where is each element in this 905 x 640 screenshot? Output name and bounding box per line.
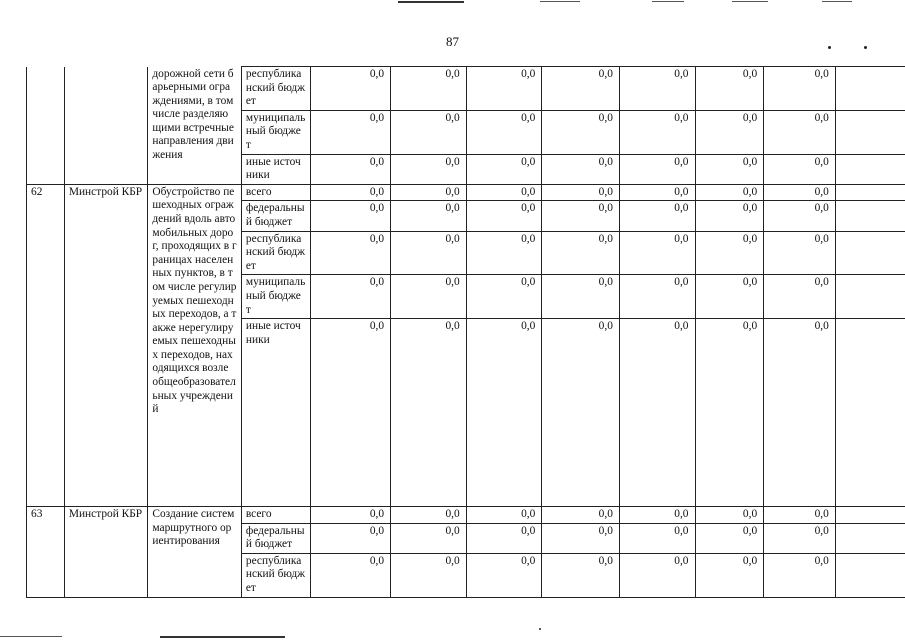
value-cell: 0,0 bbox=[764, 319, 836, 507]
scan-artifact bbox=[398, 1, 464, 3]
value-cell: 0,0 bbox=[310, 507, 391, 524]
executor-cell: Минстрой КБР bbox=[64, 507, 148, 598]
value-cell: 0,0 bbox=[310, 319, 391, 507]
funding-source-cell: иные источники bbox=[241, 319, 310, 507]
value-cell: 0,0 bbox=[764, 67, 836, 111]
value-cell: 0,0 bbox=[466, 275, 542, 319]
value-cell: 0,0 bbox=[391, 523, 467, 553]
value-cell: 0,0 bbox=[310, 110, 391, 154]
value-cell: 0,0 bbox=[310, 184, 391, 201]
empty-cell bbox=[835, 275, 905, 319]
scan-artifact bbox=[652, 1, 684, 2]
value-cell: 0,0 bbox=[542, 553, 620, 597]
value-cell: 0,0 bbox=[391, 553, 467, 597]
value-cell: 0,0 bbox=[542, 184, 620, 201]
value-cell: 0,0 bbox=[542, 67, 620, 111]
value-cell: 0,0 bbox=[391, 154, 467, 184]
value-cell: 0,0 bbox=[466, 110, 542, 154]
value-cell: 0,0 bbox=[391, 507, 467, 524]
value-cell: 0,0 bbox=[695, 154, 764, 184]
funding-source-cell: иные источники bbox=[241, 154, 310, 184]
empty-cell bbox=[835, 67, 905, 111]
funding-source-cell: республиканский бюджет bbox=[241, 553, 310, 597]
table-row bbox=[27, 67, 905, 111]
empty-cell bbox=[835, 319, 905, 507]
value-cell: 0,0 bbox=[619, 201, 695, 231]
scan-artifact bbox=[539, 628, 541, 630]
funding-source-cell: республиканский бюджет bbox=[241, 67, 310, 111]
value-cell: 0,0 bbox=[695, 553, 764, 597]
value-cell: 0,0 bbox=[391, 275, 467, 319]
value-cell: 0,0 bbox=[310, 201, 391, 231]
value-cell: 0,0 bbox=[466, 154, 542, 184]
funding-source-cell: муниципальный бюджет bbox=[241, 110, 310, 154]
value-cell: 0,0 bbox=[619, 507, 695, 524]
value-cell: 0,0 bbox=[695, 231, 764, 275]
value-cell: 0,0 bbox=[466, 201, 542, 231]
funding-source-cell: всего bbox=[241, 184, 310, 201]
empty-cell bbox=[835, 523, 905, 553]
funding-source-cell: федеральный бюджет bbox=[241, 201, 310, 231]
scan-artifact bbox=[540, 1, 580, 2]
table-row bbox=[27, 184, 905, 201]
value-cell: 0,0 bbox=[764, 184, 836, 201]
value-cell: 0,0 bbox=[619, 523, 695, 553]
budget-table bbox=[26, 66, 905, 598]
value-cell: 0,0 bbox=[764, 110, 836, 154]
funding-source-cell: республиканский бюджет bbox=[241, 231, 310, 275]
value-cell: 0,0 bbox=[619, 319, 695, 507]
value-cell: 0,0 bbox=[310, 553, 391, 597]
executor-cell bbox=[64, 67, 148, 185]
value-cell: 0,0 bbox=[764, 154, 836, 184]
value-cell: 0,0 bbox=[764, 507, 836, 524]
value-cell: 0,0 bbox=[764, 553, 836, 597]
value-cell: 0,0 bbox=[619, 231, 695, 275]
description-cell: Обустройство пешеходных ограждений вдоль автомобильных дорог, проходящих в границах населенных пунктов, в том числе регулируемых пешеходных переходов, а также нерегулируемых пешеходных переходов, находящихся возле общеобразовательных учреждений bbox=[148, 184, 241, 506]
scan-artifact bbox=[0, 636, 62, 637]
value-cell: 0,0 bbox=[619, 110, 695, 154]
value-cell: 0,0 bbox=[542, 110, 620, 154]
scan-artifact bbox=[822, 1, 852, 2]
value-cell: 0,0 bbox=[466, 184, 542, 201]
value-cell: 0,0 bbox=[764, 275, 836, 319]
table-body bbox=[27, 67, 905, 598]
value-cell: 0,0 bbox=[391, 67, 467, 111]
value-cell: 0,0 bbox=[542, 201, 620, 231]
page-number: 87 bbox=[446, 34, 459, 49]
empty-cell bbox=[835, 110, 905, 154]
empty-cell bbox=[835, 507, 905, 524]
value-cell: 0,0 bbox=[619, 275, 695, 319]
value-cell: 0,0 bbox=[310, 231, 391, 275]
value-cell: 0,0 bbox=[542, 154, 620, 184]
empty-cell bbox=[835, 231, 905, 275]
empty-cell bbox=[835, 184, 905, 201]
table-row bbox=[27, 507, 905, 524]
value-cell: 0,0 bbox=[391, 184, 467, 201]
value-cell: 0,0 bbox=[391, 201, 467, 231]
funding-source-cell: всего bbox=[241, 507, 310, 524]
value-cell: 0,0 bbox=[542, 507, 620, 524]
value-cell: 0,0 bbox=[542, 319, 620, 507]
value-cell: 0,0 bbox=[764, 523, 836, 553]
value-cell: 0,0 bbox=[764, 231, 836, 275]
row-number bbox=[27, 67, 65, 185]
funding-source-cell: федеральный бюджет bbox=[241, 523, 310, 553]
value-cell: 0,0 bbox=[695, 67, 764, 111]
value-cell: 0,0 bbox=[542, 275, 620, 319]
value-cell: 0,0 bbox=[391, 231, 467, 275]
row-number: 62 bbox=[27, 184, 65, 506]
value-cell: 0,0 bbox=[695, 523, 764, 553]
scan-artifact bbox=[732, 1, 768, 2]
value-cell: 0,0 bbox=[695, 319, 764, 507]
value-cell: 0,0 bbox=[466, 231, 542, 275]
value-cell: 0,0 bbox=[695, 110, 764, 154]
description-cell: Создание систем маршрутного ориентирования bbox=[148, 507, 241, 598]
value-cell: 0,0 bbox=[542, 231, 620, 275]
value-cell: 0,0 bbox=[695, 184, 764, 201]
value-cell: 0,0 bbox=[391, 319, 467, 507]
value-cell: 0,0 bbox=[466, 319, 542, 507]
value-cell: 0,0 bbox=[619, 154, 695, 184]
value-cell: 0,0 bbox=[466, 507, 542, 524]
value-cell: 0,0 bbox=[466, 523, 542, 553]
row-number: 63 bbox=[27, 507, 65, 598]
value-cell: 0,0 bbox=[619, 553, 695, 597]
value-cell: 0,0 bbox=[764, 201, 836, 231]
scan-artifact bbox=[160, 636, 285, 638]
description-cell: дорожной сети барьерными ограждениями, в том числе разделяющими встречные направления движения bbox=[148, 67, 241, 185]
value-cell: 0,0 bbox=[310, 154, 391, 184]
empty-cell bbox=[835, 154, 905, 184]
empty-cell bbox=[835, 553, 905, 597]
value-cell: 0,0 bbox=[310, 275, 391, 319]
value-cell: 0,0 bbox=[619, 184, 695, 201]
value-cell: 0,0 bbox=[310, 67, 391, 111]
value-cell: 0,0 bbox=[695, 507, 764, 524]
value-cell: 0,0 bbox=[466, 553, 542, 597]
value-cell: 0,0 bbox=[619, 67, 695, 111]
executor-cell: Минстрой КБР bbox=[64, 184, 148, 506]
value-cell: 0,0 bbox=[310, 523, 391, 553]
value-cell: 0,0 bbox=[391, 110, 467, 154]
value-cell: 0,0 bbox=[466, 67, 542, 111]
value-cell: 0,0 bbox=[542, 523, 620, 553]
empty-cell bbox=[835, 201, 905, 231]
value-cell: 0,0 bbox=[695, 275, 764, 319]
funding-source-cell: муниципальный бюджет bbox=[241, 275, 310, 319]
value-cell: 0,0 bbox=[695, 201, 764, 231]
